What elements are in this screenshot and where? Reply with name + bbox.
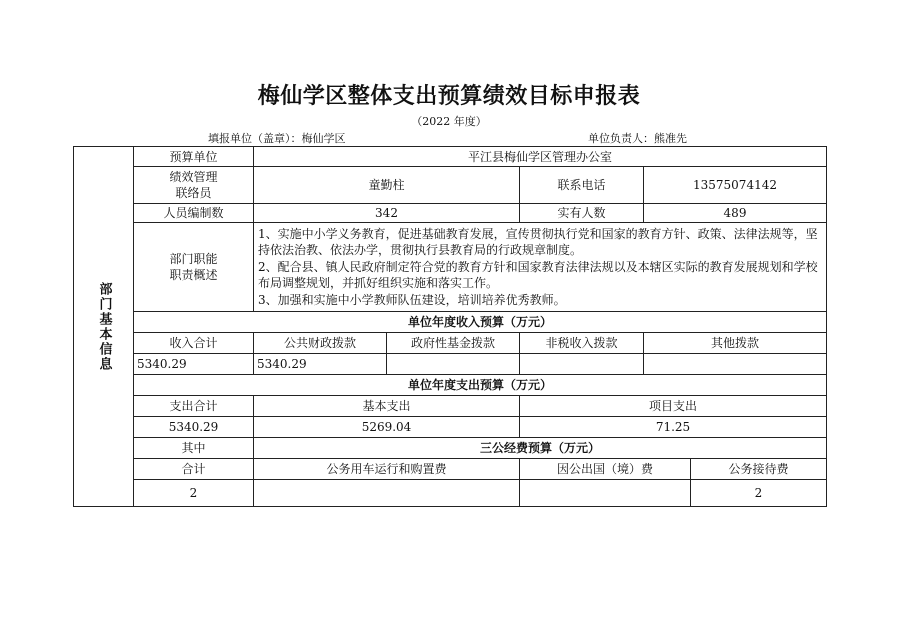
budget-unit-value: 平江县梅仙学区管理办公室 (254, 147, 827, 167)
table-row (74, 333, 827, 354)
three-public-col-reception: 公务接待费 (691, 459, 827, 480)
expense-col-project: 项目支出 (520, 396, 827, 417)
expense-header: 单位年度支出预算（万元） (134, 375, 827, 396)
table-row (74, 167, 827, 204)
income-value-gov-fund (387, 354, 520, 375)
income-col-gov-fund: 政府性基金拨款 (387, 333, 520, 354)
income-header: 单位年度收入预算（万元） (134, 312, 827, 333)
expense-value-project: 71.25 (520, 417, 827, 438)
expense-col-basic: 基本支出 (254, 396, 520, 417)
table-row (74, 459, 827, 480)
income-col-public-finance: 公共财政拨款 (254, 333, 387, 354)
duties-text (254, 223, 827, 312)
three-public-col-vehicle: 公务用车运行和购置费 (254, 459, 520, 480)
table-row (74, 204, 827, 223)
phone-value: 13575074142 (644, 167, 827, 204)
three-public-value-vehicle (254, 480, 520, 507)
fill-unit-label: 填报单位（盖章）：梅仙学区 (208, 132, 346, 145)
phone-label: 联系电话 (520, 167, 644, 204)
contact-label (134, 167, 254, 204)
table-row (74, 438, 827, 459)
three-public-value-abroad (520, 480, 691, 507)
three-public-value-reception: 2 (691, 480, 827, 507)
income-value-non-tax (520, 354, 644, 375)
contact-label-line1: 绩效管理 (169, 170, 218, 184)
duty-item-2: 2、配合县、镇人民政府制定符合党的教育方针和国家教育法律法规以及本辖区实际的教育发展规划和学校布局调整规划，并抓好组织实施和落实工作。 (258, 259, 818, 291)
duties-label-line2: 职责概述 (169, 268, 218, 282)
expense-value-total: 5340.29 (134, 417, 254, 438)
budget-form-table (73, 146, 827, 507)
table-row (74, 147, 827, 167)
three-public-col-total: 合计 (134, 459, 254, 480)
three-public-col-abroad: 因公出国（境）费 (520, 459, 691, 480)
staff-actual-value: 489 (644, 204, 827, 223)
duty-item-3: 3、加强和实施中小学教师队伍建设，培训培养优秀教师。 (258, 292, 566, 307)
budget-unit-label: 预算单位 (134, 147, 254, 167)
document-title: 梅仙学区整体支出预算绩效目标申报表 (257, 84, 641, 109)
table-row (74, 417, 827, 438)
qizhong-label: 其中 (134, 438, 254, 459)
income-value-total: 5340.29 (134, 354, 254, 375)
three-public-value-total: 2 (134, 480, 254, 507)
table-row (74, 312, 827, 333)
income-value-public-finance: 5340.29 (254, 354, 387, 375)
duties-label-line1: 部门职能 (169, 252, 218, 266)
table-row (74, 480, 827, 507)
income-col-total: 收入合计 (134, 333, 254, 354)
staff-actual-label: 实有人数 (520, 204, 644, 223)
table-row (74, 354, 827, 375)
income-col-other: 其他拨款 (644, 333, 827, 354)
contact-label-line2: 联络员 (175, 186, 212, 200)
contact-name: 童勤柱 (254, 167, 520, 204)
table-row (74, 396, 827, 417)
year-label: （2022 年度） (411, 115, 487, 128)
unit-leader-label: 单位负责人：熊准先 (588, 132, 687, 145)
table-row (74, 223, 827, 312)
staff-quota-value: 342 (254, 204, 520, 223)
duties-label (134, 223, 254, 312)
staff-quota-label: 人员编制数 (134, 204, 254, 223)
table-row (74, 375, 827, 396)
income-col-non-tax: 非税收入拨款 (520, 333, 644, 354)
three-public-header: 三公经费预算（万元） (254, 438, 827, 459)
section-label-dept-info: 部门基本信息 (74, 147, 134, 507)
income-value-other (644, 354, 827, 375)
duty-item-1: 1、实施中小学义务教育，促进基础教育发展，宣传贯彻执行党和国家的教育方针、政策、法律法规等，坚持依法治教、依法办学，贯彻执行县教育局的行政规章制度。 (258, 226, 818, 258)
expense-value-basic: 5269.04 (254, 417, 520, 438)
expense-col-total: 支出合计 (134, 396, 254, 417)
